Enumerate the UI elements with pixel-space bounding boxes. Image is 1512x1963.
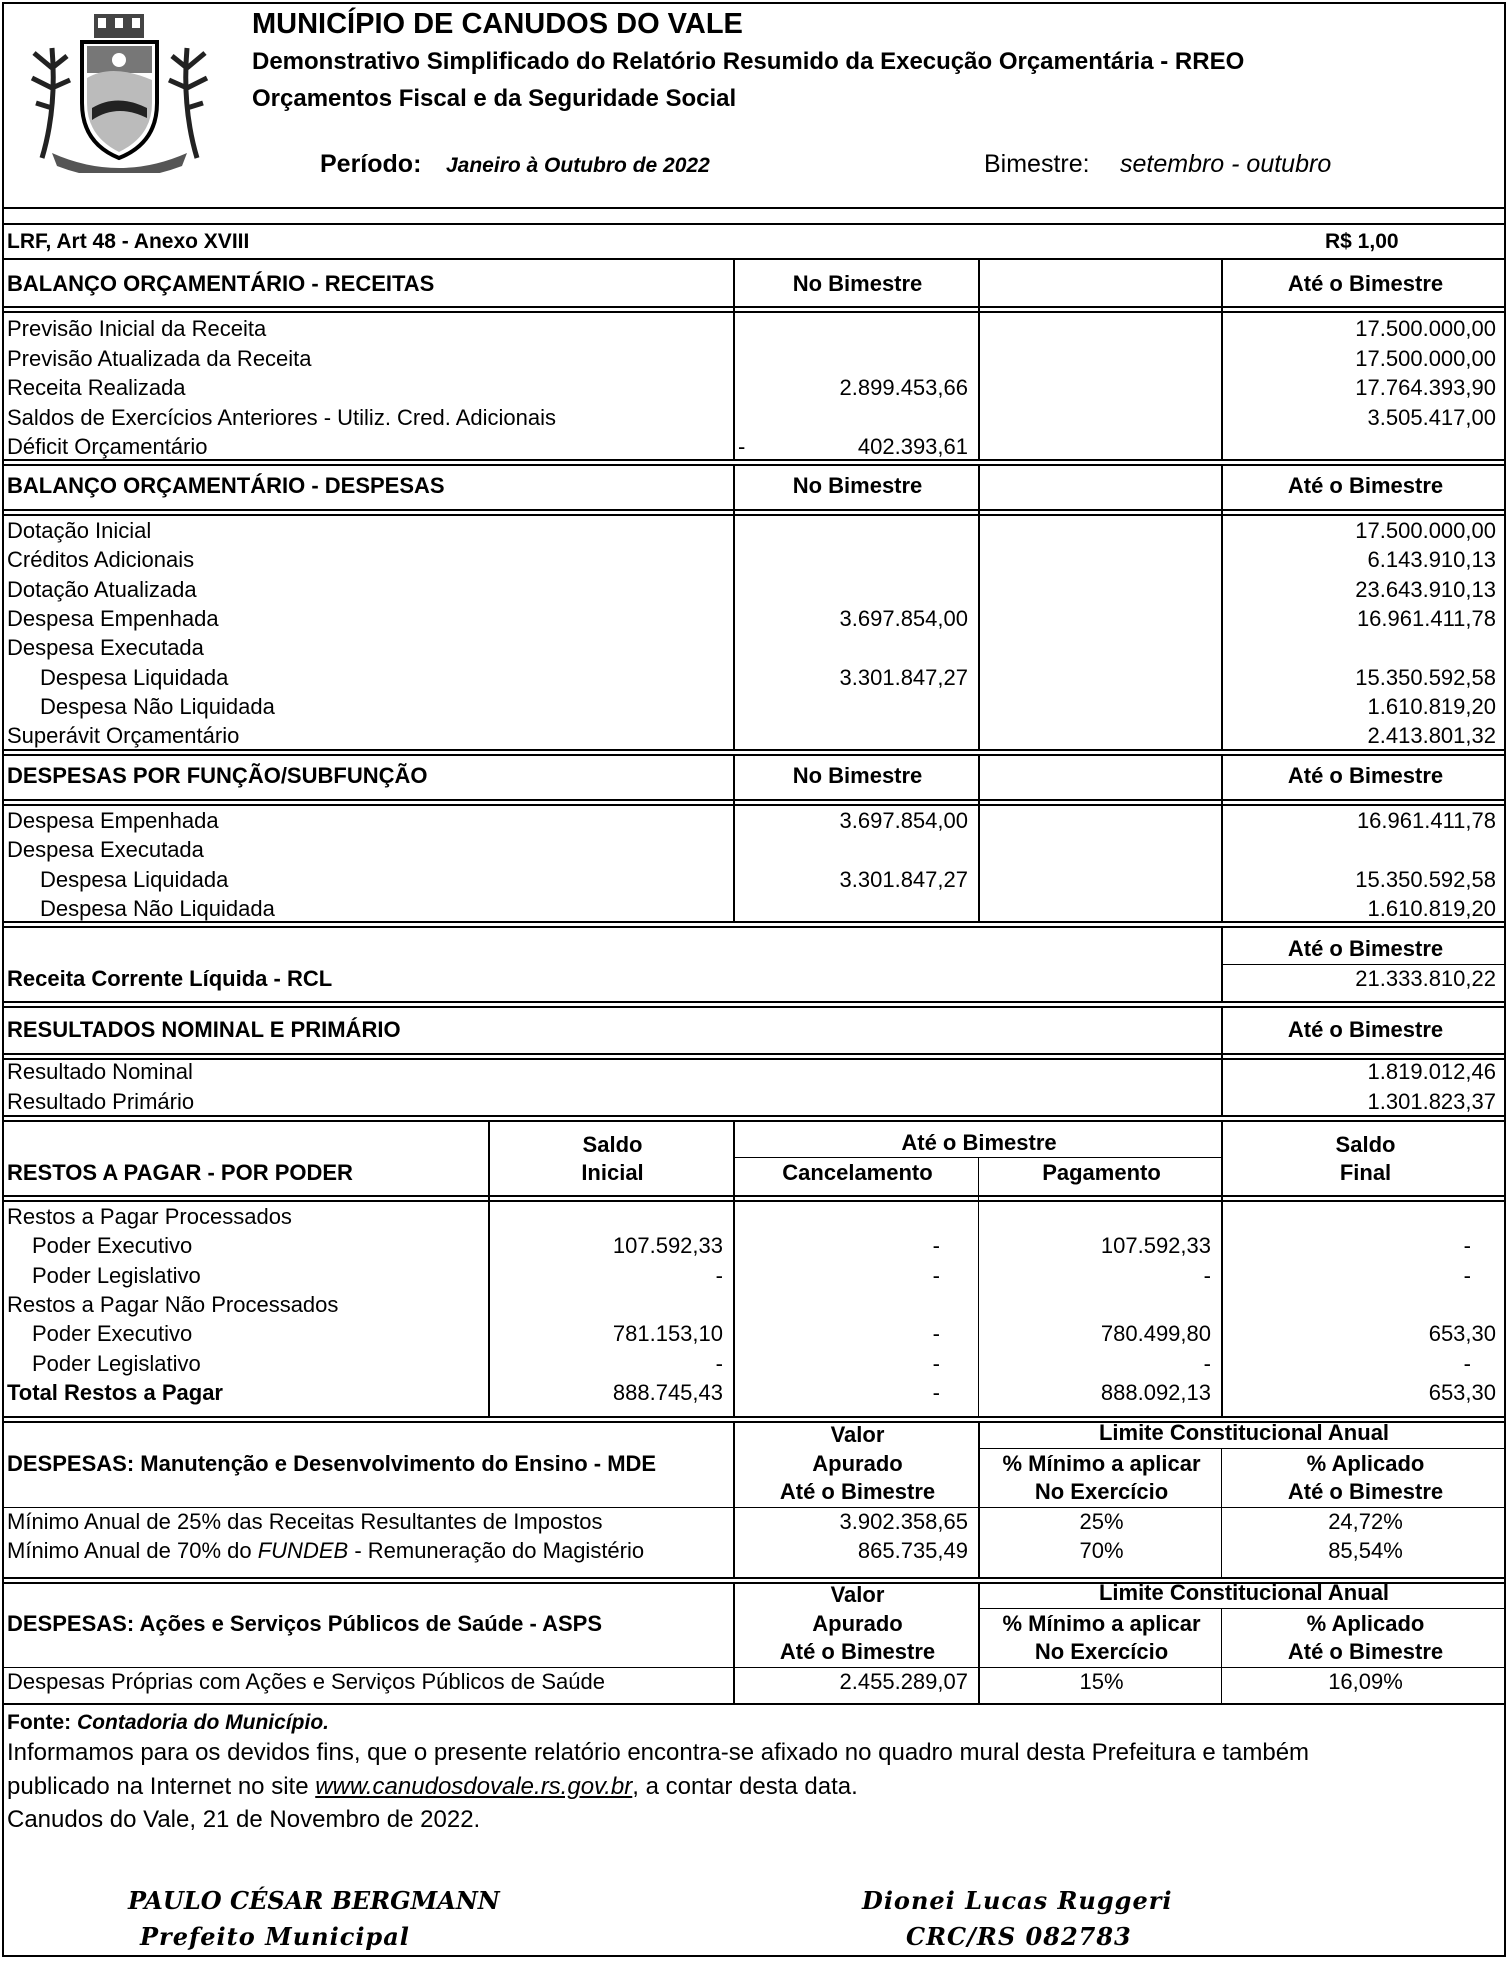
restos-cancelamento-value: - [932,1351,940,1376]
divider [4,749,1504,751]
divider [4,921,1504,923]
restos-pagamento-header: Pagamento [1042,1160,1161,1185]
funcao-label: Despesa Executada [7,837,204,862]
despesas-col-ate: Até o Bimestre [1287,473,1444,498]
mde-row2-label-a: Mínimo Anual de 70% do [7,1538,252,1563]
col-divider [733,258,735,459]
period-value: Janeiro à Outubro de 2022 [446,154,710,177]
mde-ate2-header: Até o Bimestre [1287,1479,1444,1504]
mde-row2-min: 70% [1079,1538,1124,1563]
col-divider [978,258,980,459]
restos-pagamento-value: 780.499,80 [1100,1321,1211,1346]
divider [980,1608,1506,1609]
funcao-label: Despesa Liquidada [40,867,229,892]
col-divider [1221,1608,1222,1703]
resultados-section-title: RESULTADOS NOMINAL E PRIMÁRIO [7,1017,401,1042]
rcl-value: 21.333.810,22 [1355,966,1496,991]
restos-label: Poder Executivo [32,1233,193,1258]
restos-cancelamento-value: - [932,1321,940,1346]
asps-row1-valor: 2.455.289,07 [839,1669,968,1694]
receita-ate-value: 17.500.000,00 [1355,346,1496,371]
mde-minimo-header: % Mínimo a aplicar [1002,1451,1201,1476]
mde-row1-min: 25% [1079,1509,1124,1534]
asps-valor-header: Valor [830,1582,885,1607]
restos-label: Poder Executivo [32,1321,193,1346]
funcao-col-ate: Até o Bimestre [1287,763,1444,788]
footer-line2 [7,1772,858,1802]
rcl-label: Receita Corrente Líquida - RCL [7,966,333,991]
restos-pagamento-value: 107.592,33 [1100,1233,1211,1258]
divider [4,754,1504,756]
divider [4,258,1504,260]
funcao-ate-value: 1.610.819,20 [1367,896,1496,921]
restos-label: Restos a Pagar Processados [7,1204,292,1229]
asps-limite-header: Limite Constitucional Anual [1098,1580,1390,1605]
despesa-bimestre-value: 3.301.847,27 [839,665,968,690]
asps-no-exercicio-header: No Exercício [1034,1639,1169,1664]
divider [4,1053,1504,1055]
municipal-coat-of-arms-icon [22,8,217,173]
divider [4,207,1504,209]
resultados-col-ate: Até o Bimestre [1287,1017,1444,1042]
divider [4,1006,1504,1008]
asps-ate-header: Até o Bimestre [779,1639,936,1664]
divider [4,799,1504,801]
restos-cancelamento-value: - [932,1263,940,1288]
fonte-label: Fonte: [7,1711,72,1734]
asps-row1-min: 15% [1079,1669,1124,1694]
restos-pagamento-value: - [1203,1351,1211,1376]
divider [4,1416,1504,1418]
receita-label: Previsão Atualizada da Receita [7,346,312,371]
divider [735,1157,1223,1158]
despesa-ate-value: 6.143.910,13 [1367,547,1496,572]
despesa-label: Créditos Adicionais [7,547,195,572]
receita-ate-value: 17.500.000,00 [1355,316,1496,341]
col-divider [488,1120,490,1416]
receita-bimestre-value: 402.393,61 [857,434,968,459]
despesa-ate-value: 2.413.801,32 [1367,723,1496,748]
footer-line2b: , a contar desta data. [632,1773,858,1800]
receita-label: Previsão Inicial da Receita [7,316,267,341]
divider [4,1001,1504,1003]
despesas-section-title: BALANÇO ORÇAMENTÁRIO - DESPESAS [7,473,445,498]
mde-no-exercicio-header: No Exercício [1034,1479,1169,1504]
restos-inicial-value: - [715,1351,723,1376]
currency-unit: R$ 1,00 [1325,230,1399,253]
despesa-label: Despesa Liquidada [40,665,229,690]
resultado-label: Resultado Nominal [7,1059,193,1084]
restos-final-value: - [1463,1233,1471,1258]
mde-ate-header: Até o Bimestre [779,1479,936,1504]
restos-label: Poder Legislativo [32,1263,201,1288]
restos-saldo-header: Saldo [582,1132,643,1157]
despesas-col-bimestre: No Bimestre [792,473,923,498]
mde-row1-apl: 24,72% [1328,1509,1403,1534]
despesa-label: Superávit Orçamentário [7,723,240,748]
divider [4,926,1504,928]
divider [4,459,1504,461]
asps-minimo-header: % Mínimo a aplicar [1002,1611,1201,1636]
restos-final-value: 653,30 [1428,1380,1496,1405]
despesa-ate-value: 17.500.000,00 [1355,518,1496,543]
asps-row1-label: Despesas Próprias com Ações e Serviços Públicos de Saúde [7,1669,605,1694]
divider [4,223,1504,225]
receita-sign: - [738,434,746,459]
divider [4,509,1504,511]
despesa-ate-value: 23.643.910,13 [1355,577,1496,602]
asps-aplicado-header: % Aplicado [1306,1611,1425,1636]
mde-limite-header: Limite Constitucional Anual [1098,1420,1390,1445]
mde-row2-label [7,1537,644,1565]
mde-row2-valor: 865.735,49 [857,1538,968,1563]
restos-final-value: 653,30 [1428,1321,1496,1346]
col-divider [978,1582,980,1703]
despesa-label: Dotação Inicial [7,518,152,543]
restos-inicial-value: - [715,1263,723,1288]
rcl-col-ate: Até o Bimestre [1287,936,1444,961]
bimester-label: Bimestre: [984,150,1090,178]
footer-line3: Canudos do Vale, 21 de Novembro de 2022. [7,1806,481,1833]
receita-label: Receita Realizada [7,375,186,400]
resultado-label: Resultado Primário [7,1089,195,1114]
restos-inicial-header: Inicial [581,1160,644,1185]
mde-valor-header: Valor [830,1422,885,1447]
receita-bimestre-value: 2.899.453,66 [839,375,968,400]
resultado-value: 1.301.823,37 [1367,1089,1496,1114]
divider [4,1703,1504,1705]
receitas-col-ate: Até o Bimestre [1287,271,1444,296]
mde-row2-label-c: - Remuneração do Magistério [354,1538,645,1563]
mde-row2-apl: 85,54% [1328,1538,1403,1563]
site-link[interactable]: www.canudosdovale.rs.gov.br [315,1773,633,1800]
restos-final-header: Final [1339,1160,1392,1185]
funcao-section-title: DESPESAS POR FUNÇÃO/SUBFUNÇÃO [7,763,428,788]
divider [4,1120,1504,1122]
restos-label: Total Restos a Pagar [7,1380,223,1405]
footer-line1: Informamos para os devidos fins, que o presente relatório encontra-se afixado no quadro mural desta Prefeitura e também [7,1739,1310,1766]
municipality-title: MUNICÍPIO DE CANUDOS DO VALE [252,8,743,40]
divider [4,514,1504,516]
col-divider [978,464,980,749]
restos-final-value: - [1463,1263,1471,1288]
restos-cancelamento-value: - [932,1380,940,1405]
despesa-bimestre-value: 3.697.854,00 [839,606,968,631]
mde-row2-fundeb: FUNDEB [257,1538,349,1563]
col-divider [733,464,735,749]
mayor-signature-name: PAULO CÉSAR BERGMANN [128,1886,500,1915]
col-divider [1221,1006,1223,1115]
despesa-ate-value: 15.350.592,58 [1355,665,1496,690]
asps-ate2-header: Até o Bimestre [1287,1639,1444,1664]
col-divider [978,1421,980,1577]
funcao-col-bimestre: No Bimestre [792,763,923,788]
restos-section-title: RESTOS A PAGAR - POR PODER [7,1160,353,1185]
col-divider [733,1421,735,1577]
col-divider [1221,926,1223,1001]
receita-ate-value: 17.764.393,90 [1355,375,1496,400]
restos-pagamento-value: - [1203,1263,1211,1288]
mde-row1-valor: 3.902.358,65 [839,1509,968,1534]
col-divider [978,754,980,921]
receita-ate-value: 3.505.417,00 [1367,405,1496,430]
mde-apurado-header: Apurado [812,1451,903,1476]
despesa-label: Dotação Atualizada [7,577,197,602]
fonte-line [7,1709,329,1737]
restos-saldo-final-header: Saldo [1335,1132,1396,1157]
col-divider [733,1582,735,1703]
divider [4,306,1504,308]
restos-cancelamento-header: Cancelamento [782,1160,933,1185]
bimester-value: setembro - outubro [1120,150,1332,178]
restos-ate-header: Até o Bimestre [901,1130,1057,1155]
receita-label: Déficit Orçamentário [7,434,208,459]
report-subtitle: Demonstrativo Simplificado do Relatório Resumido da Execução Orçamentária - RREO [252,48,1245,75]
divider [980,1448,1506,1449]
accountant-signature-role: CRC/RS 082783 [906,1922,1132,1951]
col-divider [978,1157,979,1416]
restos-pagamento-value: 888.092,13 [1100,1380,1211,1405]
despesa-ate-value: 16.961.411,78 [1356,606,1496,631]
asps-apurado-header: Apurado [812,1611,903,1636]
mde-row1-label: Mínimo Anual de 25% das Receitas Resultantes de Impostos [7,1509,603,1534]
despesa-label: Despesa Empenhada [7,606,219,631]
col-divider [733,1120,735,1416]
asps-section-title: DESPESAS: Ações e Serviços Públicos de Saúde - ASPS [7,1611,603,1636]
budget-subtitle: Orçamentos Fiscal e da Seguridade Social [252,85,737,112]
divider [4,1200,1504,1202]
despesa-label: Despesa Não Liquidada [40,694,275,719]
funcao-label: Despesa Empenhada [7,808,219,833]
restos-inicial-value: 888.745,43 [612,1380,723,1405]
funcao-label: Despesa Não Liquidada [40,896,275,921]
funcao-bimestre-value: 3.697.854,00 [839,808,968,833]
funcao-bimestre-value: 3.301.847,27 [839,867,968,892]
col-divider [1221,258,1223,459]
restos-cancelamento-value: - [932,1233,940,1258]
divider [4,464,1504,466]
restos-inicial-value: 107.592,33 [612,1233,723,1258]
col-divider [1221,1448,1222,1577]
period-label: Período: [320,150,422,178]
accountant-signature-name: Dionei Lucas Ruggeri [862,1886,1173,1915]
mde-section-title: DESPESAS: Manutenção e Desenvolvimento do Ensino - MDE [7,1451,657,1476]
despesa-ate-value: 1.610.819,20 [1367,694,1496,719]
divider [4,311,1504,313]
footer-line2a: publicado na Internet no site [7,1773,309,1800]
col-divider [1221,464,1223,749]
divider [4,1115,1504,1117]
divider [4,804,1504,806]
resultado-value: 1.819.012,46 [1367,1059,1496,1084]
col-divider [1221,754,1223,921]
restos-final-value: - [1463,1351,1471,1376]
restos-inicial-value: 781.153,10 [612,1321,723,1346]
despesa-label: Despesa Executada [7,635,204,660]
divider [4,1195,1504,1197]
funcao-ate-value: 15.350.592,58 [1355,867,1496,892]
asps-row1-apl: 16,09% [1328,1669,1403,1694]
mayor-signature-role: Prefeito Municipal [140,1922,410,1951]
restos-label: Poder Legislativo [32,1351,201,1376]
law-reference: LRF, Art 48 - Anexo XVIII [7,230,250,253]
restos-label: Restos a Pagar Não Processados [7,1292,339,1317]
receita-label: Saldos de Exercícios Anteriores - Utiliz. Cred. Adicionais [7,405,557,430]
fonte-value: Contadoria do Município. [77,1711,329,1734]
receitas-section-title: BALANÇO ORÇAMENTÁRIO - RECEITAS [7,271,435,296]
funcao-ate-value: 16.961.411,78 [1356,808,1496,833]
col-divider [733,754,735,921]
receitas-col-bimestre: No Bimestre [792,271,923,296]
mde-aplicado-header: % Aplicado [1306,1451,1425,1476]
col-divider [1221,1120,1223,1416]
